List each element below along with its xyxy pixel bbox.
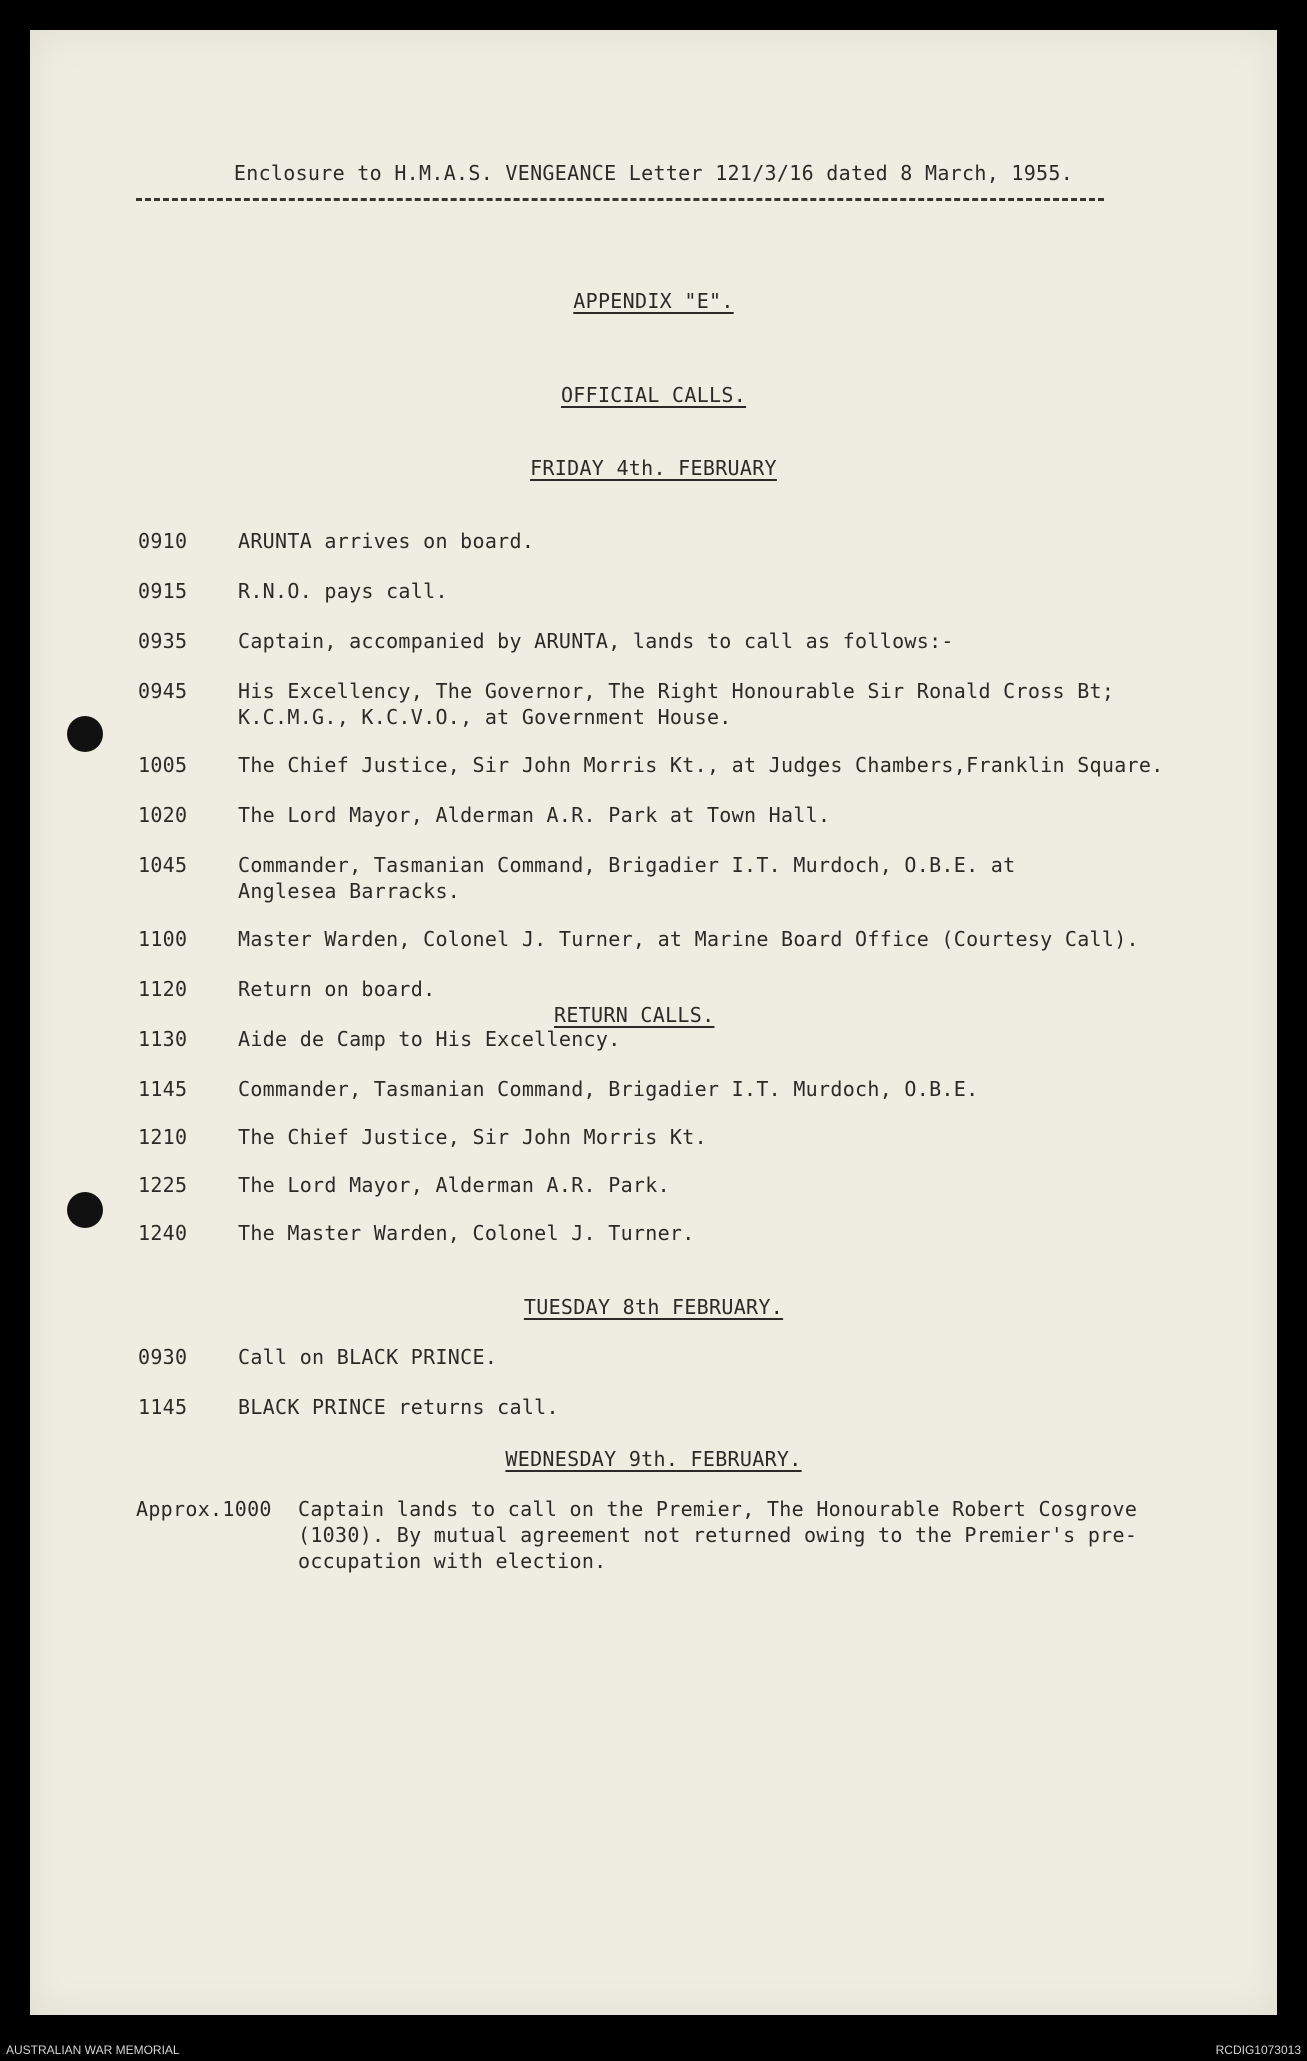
entry-time: 1005	[138, 753, 188, 777]
entry-text: Commander, Tasmanian Command, Brigadier I.T. Murdoch, O.B.E. at Anglesea Barracks.	[238, 853, 1016, 903]
header-divider	[136, 198, 1104, 201]
entry-time: 1045	[138, 853, 188, 877]
archive-id: RCDIG1073013	[1215, 2043, 1301, 2057]
entry-text: The Chief Justice, Sir John Morris Kt., at Judges Chambers,Franklin Square.	[238, 753, 1164, 777]
entry-text: Captain lands to call on the Premier, The Honourable Robert Cosgrove (1030). By mutual agreement not returned owing to the Premier's pre-occupation with election.	[298, 1497, 1138, 1573]
entry-time: 1145	[138, 1077, 188, 1101]
entry-text: Commander, Tasmanian Command, Brigadier I.T. Murdoch, O.B.E.	[238, 1077, 979, 1101]
entry-text: The Lord Mayor, Alderman A.R. Park at Town Hall.	[238, 803, 831, 827]
entry-time: 0915	[138, 579, 188, 603]
entry-time: 1130	[138, 1027, 188, 1051]
entry-text: Call on BLACK PRINCE.	[238, 1345, 498, 1369]
archive-footer	[0, 2035, 1307, 2061]
entry-time: 1240	[138, 1221, 188, 1245]
entry-text: The Lord Mayor, Alderman A.R. Park.	[238, 1173, 670, 1197]
entry-time: 0930	[138, 1345, 188, 1369]
entry-text: BLACK PRINCE returns call.	[238, 1395, 559, 1419]
entry-text: Captain, accompanied by ARUNTA, lands to call as follows:-	[238, 629, 954, 653]
entry-text: Master Warden, Colonel J. Turner, at Marine Board Office (Courtesy Call).	[238, 927, 1139, 951]
entry-text: R.N.O. pays call.	[238, 579, 448, 603]
punch-hole	[67, 716, 103, 752]
tuesday-heading: TUESDAY 8th FEBRUARY.	[523, 1295, 784, 1319]
official-calls-title: OFFICIAL CALLS.	[560, 383, 747, 407]
entry-text: ARUNTA arrives on board.	[238, 529, 535, 553]
entry-time: 1210	[138, 1125, 188, 1149]
entry-text: The Master Warden, Colonel J. Turner.	[238, 1221, 695, 1245]
entry-time: 1120	[138, 977, 188, 1001]
entry-time: Approx.1000	[136, 1497, 272, 1521]
document-page	[30, 30, 1277, 2015]
punch-hole	[67, 1192, 103, 1228]
entry-time: 0945	[138, 679, 188, 703]
entry-time: 1225	[138, 1173, 188, 1197]
entry-text: The Chief Justice, Sir John Morris Kt.	[238, 1125, 707, 1149]
entry-time: 0935	[138, 629, 188, 653]
wednesday-heading: WEDNESDAY 9th. FEBRUARY.	[505, 1447, 802, 1471]
appendix-title: APPENDIX "E".	[573, 289, 734, 313]
entry-time: 1145	[138, 1395, 188, 1419]
entry-text: Return on board.	[238, 977, 436, 1001]
entry-time: 1020	[138, 803, 188, 827]
enclosure-header: Enclosure to H.M.A.S. VENGEANCE Letter 121/3/16 dated 8 March, 1955.	[233, 161, 1074, 185]
return-calls-heading: RETURN CALLS.	[554, 1003, 715, 1027]
entry-text: Aide de Camp to His Excellency.	[238, 1027, 621, 1051]
entry-text: His Excellency, The Governor, The Right Honourable Sir Ronald Cross Bt; K.C.M.G., K.C.V.O., at Government House.	[238, 679, 1115, 729]
entry-time: 1100	[138, 927, 188, 951]
archive-name: AUSTRALIAN WAR MEMORIAL	[6, 2043, 180, 2057]
entry-time: 0910	[138, 529, 188, 553]
friday-heading: FRIDAY 4th. FEBRUARY	[530, 456, 777, 480]
